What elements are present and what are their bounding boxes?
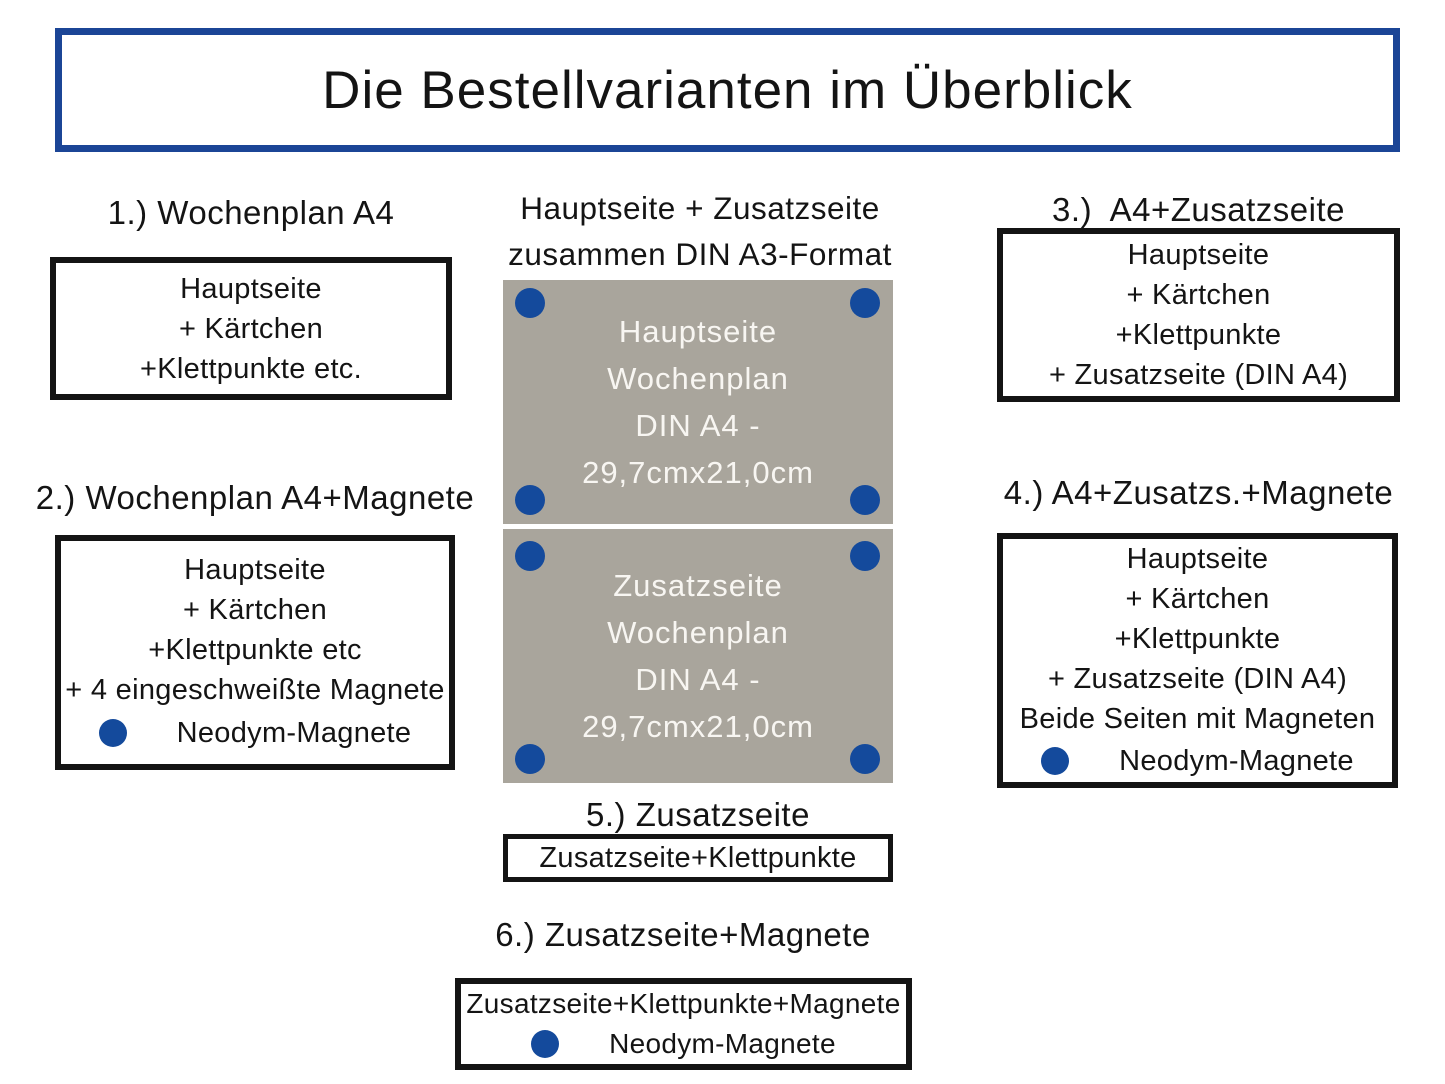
variant-5-line: Zusatzseite+Klettpunkte bbox=[539, 842, 857, 874]
magnet-dot-icon bbox=[531, 1030, 559, 1058]
magnet-dot-icon bbox=[1041, 747, 1069, 775]
variant-2-line: + Kärtchen bbox=[182, 593, 328, 626]
main-page-preview bbox=[503, 280, 893, 524]
magnet-dot-icon bbox=[850, 288, 880, 318]
magnet-dot-icon bbox=[515, 485, 545, 515]
magnet-label: Neodym-Magnete bbox=[176, 716, 412, 749]
variant-4-line: Hauptseite bbox=[1126, 543, 1269, 575]
center-heading bbox=[475, 185, 925, 277]
variant-1-box bbox=[50, 257, 452, 400]
variant-4-line: +Klettpunkte bbox=[1114, 623, 1281, 655]
extra-page-preview bbox=[503, 529, 893, 783]
variant-2-line: Hauptseite bbox=[184, 553, 326, 586]
magnet-dot-icon bbox=[850, 744, 880, 774]
magnet-dot-icon bbox=[515, 744, 545, 774]
variant-3-line: + Kärtchen bbox=[1126, 279, 1271, 311]
magnet-dot-icon bbox=[850, 541, 880, 571]
variant-2-line: +Klettpunkte etc bbox=[148, 633, 362, 666]
magnet-dot-icon bbox=[99, 719, 127, 747]
magnet-legend-row bbox=[1041, 739, 1354, 782]
magnet-legend-row bbox=[531, 1024, 836, 1064]
center-heading-line: zusammen DIN A3-Format bbox=[508, 236, 892, 272]
variant-1-heading: 1.) Wochenplan A4 bbox=[107, 194, 395, 231]
page-title: Die Bestellvarianten im Überblick bbox=[322, 60, 1133, 120]
extra-page-line: Wochenplan bbox=[607, 615, 789, 650]
extra-page-line: DIN A4 - bbox=[635, 662, 761, 697]
variant-1-line: Hauptseite bbox=[180, 272, 322, 305]
variant-2-box bbox=[55, 535, 455, 770]
variant-5-heading: 5.) Zusatzseite bbox=[586, 796, 810, 833]
variant-3-line: +Klettpunkte bbox=[1115, 319, 1282, 351]
variant-2-heading: 2.) Wochenplan A4+Magnete bbox=[35, 479, 475, 516]
variant-4-heading: 4.) A4+Zusatzs.+Magnete bbox=[1003, 474, 1394, 511]
variant-6-heading: 6.) Zusatzseite+Magnete bbox=[495, 916, 871, 953]
main-page-line: DIN A4 - bbox=[635, 408, 761, 443]
title-box bbox=[55, 28, 1400, 152]
variant-4-line: Beide Seiten mit Magneten bbox=[1019, 703, 1376, 735]
variant-3-box bbox=[997, 228, 1400, 402]
main-page-line: 29,7cmx21,0cm bbox=[582, 455, 814, 490]
magnet-label: Neodym-Magnete bbox=[609, 1028, 836, 1059]
variant-6-box bbox=[455, 978, 912, 1070]
variant-3-heading: 3.) A4+Zusatzseite bbox=[1052, 191, 1345, 228]
magnet-legend-row bbox=[99, 710, 412, 756]
main-page-line: Wochenplan bbox=[607, 361, 789, 396]
magnet-dot-icon bbox=[850, 485, 880, 515]
main-page-line: Hauptseite bbox=[618, 314, 778, 349]
variant-2-line: + 4 eingeschweißte Magnete bbox=[65, 673, 445, 706]
variant-4-box bbox=[997, 533, 1398, 788]
center-heading-line: Hauptseite + Zusatzseite bbox=[520, 190, 880, 226]
variant-1-line: + Kärtchen bbox=[178, 312, 324, 345]
variant-3-line: Hauptseite bbox=[1127, 239, 1270, 271]
variant-3-line: + Zusatzseite (DIN A4) bbox=[1048, 359, 1349, 391]
variant-1-line: +Klettpunkte etc. bbox=[140, 352, 362, 385]
extra-page-line: 29,7cmx21,0cm bbox=[582, 709, 814, 744]
magnet-dot-icon bbox=[515, 541, 545, 571]
magnet-dot-icon bbox=[515, 288, 545, 318]
variant-5-box bbox=[503, 834, 893, 882]
magnet-label: Neodym-Magnete bbox=[1119, 744, 1354, 777]
variant-4-line: + Zusatzseite (DIN A4) bbox=[1047, 663, 1348, 695]
variant-6-line: Zusatzseite+Klettpunkte+Magnete bbox=[466, 988, 901, 1019]
extra-page-line: Zusatzseite bbox=[613, 568, 783, 603]
variant-4-line: + Kärtchen bbox=[1125, 583, 1270, 615]
